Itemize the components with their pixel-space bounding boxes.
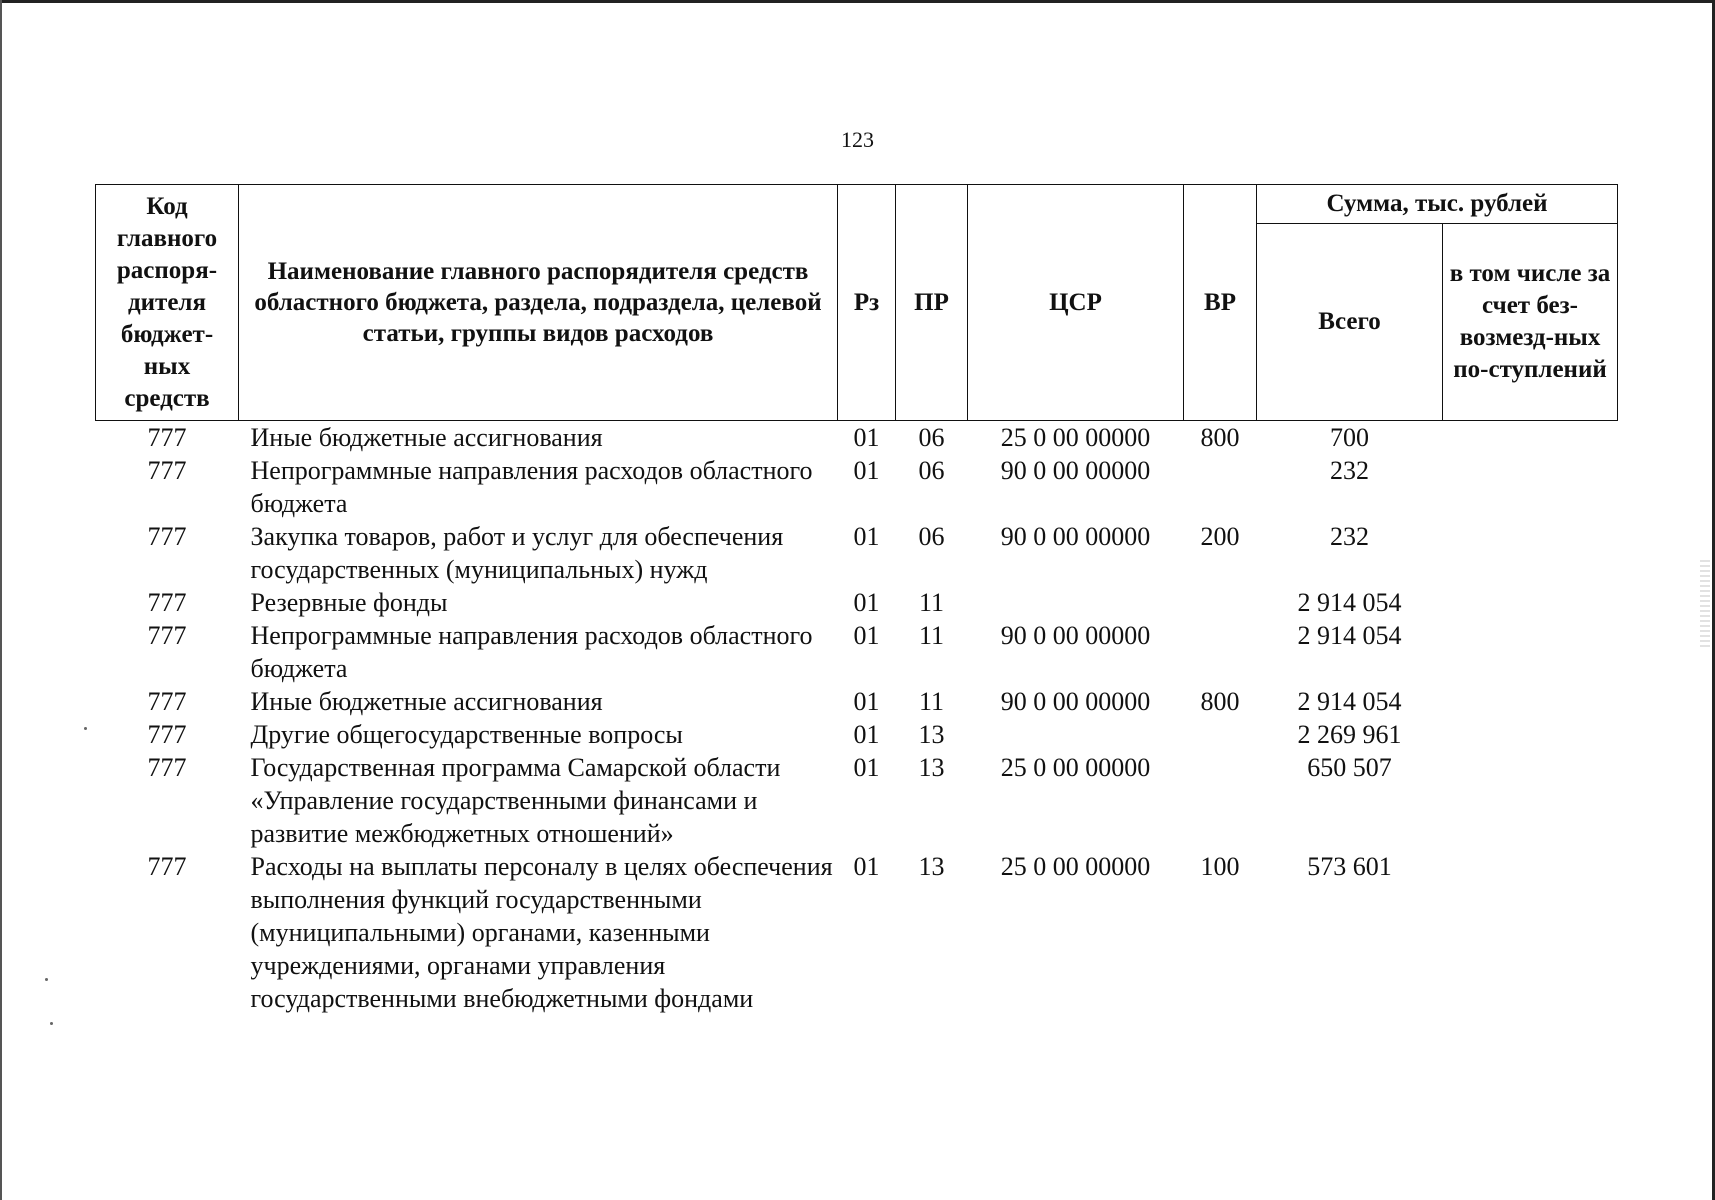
cell-total: 2 914 054 [1297, 621, 1402, 650]
cell-vr: 800 [1200, 423, 1240, 452]
cell-free [1443, 751, 1618, 850]
cell-code: 777 [147, 621, 187, 650]
cell-rz: 01 [853, 720, 880, 749]
cell-total: 2 269 961 [1297, 720, 1402, 749]
cell-name: Непрограммные направления расходов областного бюджета [250, 456, 813, 518]
cell-rz: 01 [853, 456, 880, 485]
cell-csr: 90 0 00 00000 [1000, 621, 1151, 650]
cell-rz: 01 [853, 522, 880, 551]
cell-rz: 01 [853, 588, 880, 617]
table-header [96, 185, 1618, 421]
cell-free [1443, 421, 1618, 455]
cell-name: Резервные фонды [250, 588, 448, 617]
cell-name: Иные бюджетные ассигнования [250, 423, 603, 452]
scan-edge-top [0, 0, 1715, 3]
cell-vr: 200 [1200, 522, 1240, 551]
cell-free [1443, 454, 1618, 520]
cell-csr [968, 718, 1184, 751]
cell-code: 777 [147, 588, 187, 617]
cell-code: 777 [147, 852, 187, 881]
cell-free [1443, 685, 1618, 718]
scan-smudge [1700, 560, 1710, 650]
cell-total: 232 [1330, 456, 1369, 485]
cell-total: 2 914 054 [1297, 588, 1402, 617]
cell-free [1443, 619, 1618, 685]
cell-name: Другие общегосударственные вопросы [250, 720, 683, 749]
stray-mark [45, 978, 48, 981]
cell-pr: 06 [918, 522, 945, 551]
cell-name: Закупка товаров, работ и услуг для обеспечения государственных (муниципальных) нужд [250, 522, 784, 584]
cell-pr: 13 [918, 753, 945, 782]
header-sum-group: Сумма, тыс. рублей [1257, 185, 1618, 224]
cell-pr: 06 [918, 456, 945, 485]
cell-free [1443, 520, 1618, 586]
table-row [96, 586, 1618, 619]
cell-rz: 01 [853, 423, 880, 452]
scan-edge-left [0, 0, 2, 1200]
table-row [96, 718, 1618, 751]
cell-csr: 25 0 00 00000 [1000, 753, 1151, 782]
cell-vr [1184, 718, 1257, 751]
cell-vr: 100 [1200, 852, 1240, 881]
cell-csr: 90 0 00 00000 [1000, 687, 1151, 716]
cell-vr: 800 [1200, 687, 1240, 716]
cell-total: 232 [1330, 522, 1369, 551]
cell-total: 700 [1330, 423, 1369, 452]
cell-csr: 90 0 00 00000 [1000, 456, 1151, 485]
cell-csr [968, 586, 1184, 619]
cell-pr: 13 [918, 720, 945, 749]
header-rz: Рз [838, 185, 896, 421]
cell-csr: 25 0 00 00000 [1000, 852, 1151, 881]
budget-table [95, 184, 1618, 1015]
table-row [96, 685, 1618, 718]
table-row [96, 520, 1618, 586]
cell-rz: 01 [853, 852, 880, 881]
cell-rz: 01 [853, 687, 880, 716]
header-free: в том числе за счет без-возмезд-ных по-ступлений [1443, 224, 1618, 421]
cell-code: 777 [147, 687, 187, 716]
header-pr: ПР [896, 185, 968, 421]
cell-free [1443, 850, 1618, 1015]
cell-vr [1184, 619, 1257, 685]
cell-code: 777 [147, 423, 187, 452]
header-name: Наименование главного распорядителя средств областного бюджета, раздела, подраздела, целевой статьи, группы видов расходов [239, 185, 838, 421]
cell-csr: 25 0 00 00000 [1000, 423, 1151, 452]
cell-pr: 11 [918, 687, 945, 716]
table-row [96, 850, 1618, 1015]
cell-rz: 01 [853, 753, 880, 782]
cell-total: 2 914 054 [1297, 687, 1402, 716]
page-number: 123 [841, 127, 874, 152]
cell-pr: 06 [918, 423, 945, 452]
header-vr: ВР [1184, 185, 1257, 421]
cell-pr: 13 [918, 852, 945, 881]
header-code: Код главного распоря-дителя бюджет-ных средств [96, 185, 239, 421]
cell-code: 777 [147, 753, 187, 782]
cell-code: 777 [147, 720, 187, 749]
stray-mark [84, 727, 87, 730]
cell-free [1443, 586, 1618, 619]
header-csr: ЦСР [968, 185, 1184, 421]
cell-vr [1184, 586, 1257, 619]
cell-total: 573 601 [1307, 852, 1392, 881]
cell-name: Государственная программа Самарской области «Управление государственными финансами и развитие межбюджетных отношений» [250, 753, 781, 848]
table-row [96, 454, 1618, 520]
cell-total: 650 507 [1307, 753, 1392, 782]
stray-mark [50, 1022, 53, 1025]
cell-code: 777 [147, 522, 187, 551]
cell-pr: 11 [918, 621, 945, 650]
table-row [96, 619, 1618, 685]
cell-free [1443, 718, 1618, 751]
cell-name: Расходы на выплаты персоналу в целях обеспечения выполнения функций государственными (муниципальными) органами, казенными учреждениями, органами управления государственными внебюджетными фондами [250, 852, 833, 1013]
header-total: Всего [1257, 224, 1443, 421]
table-row [96, 751, 1618, 850]
cell-vr [1184, 751, 1257, 850]
cell-name: Непрограммные направления расходов областного бюджета [250, 621, 813, 683]
cell-code: 777 [147, 456, 187, 485]
cell-name: Иные бюджетные ассигнования [250, 687, 603, 716]
cell-rz: 01 [853, 621, 880, 650]
table-row [96, 421, 1618, 455]
cell-csr: 90 0 00 00000 [1000, 522, 1151, 551]
table-body [96, 421, 1618, 1016]
cell-pr: 11 [918, 588, 945, 617]
cell-vr [1184, 454, 1257, 520]
